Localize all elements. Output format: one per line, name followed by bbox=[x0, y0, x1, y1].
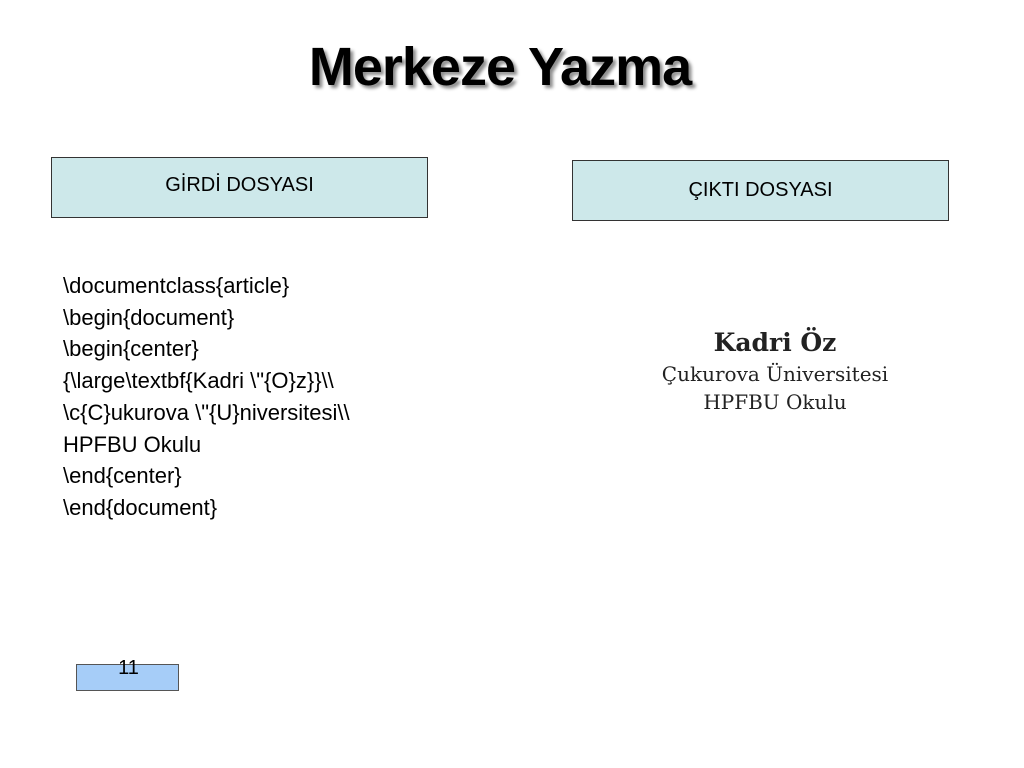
page-number-box bbox=[76, 657, 179, 691]
code-line: \c{C}ukurova \"{U}niversitesi\\ bbox=[63, 399, 350, 425]
code-line: \begin{center} bbox=[63, 336, 199, 362]
output-file-label: ÇIKTI DOSYASI bbox=[688, 179, 833, 201]
code-line: \end{center} bbox=[63, 463, 182, 489]
rendered-university: Çukurova Üniversitesi bbox=[661, 362, 889, 386]
page-number: 11 bbox=[118, 657, 139, 679]
latex-source-code bbox=[63, 270, 350, 524]
input-file-label-box bbox=[51, 157, 428, 218]
slide-title: Merkeze Yazma bbox=[308, 37, 692, 97]
code-line: \begin{document} bbox=[63, 304, 235, 330]
rendered-output-preview bbox=[590, 326, 960, 416]
rendered-school: HPFBU Okulu bbox=[703, 390, 847, 414]
rendered-name: Kadri Öz bbox=[713, 328, 837, 357]
output-file-label-box bbox=[572, 160, 949, 221]
code-line: {\large\textbf{Kadri \"{O}z}}\\ bbox=[63, 368, 334, 394]
code-line: \documentclass{article} bbox=[63, 273, 290, 298]
code-line: \end{document} bbox=[63, 494, 218, 520]
code-line: HPFBU Okulu bbox=[63, 431, 202, 457]
input-file-label: GİRDİ DOSYASI bbox=[165, 174, 314, 196]
